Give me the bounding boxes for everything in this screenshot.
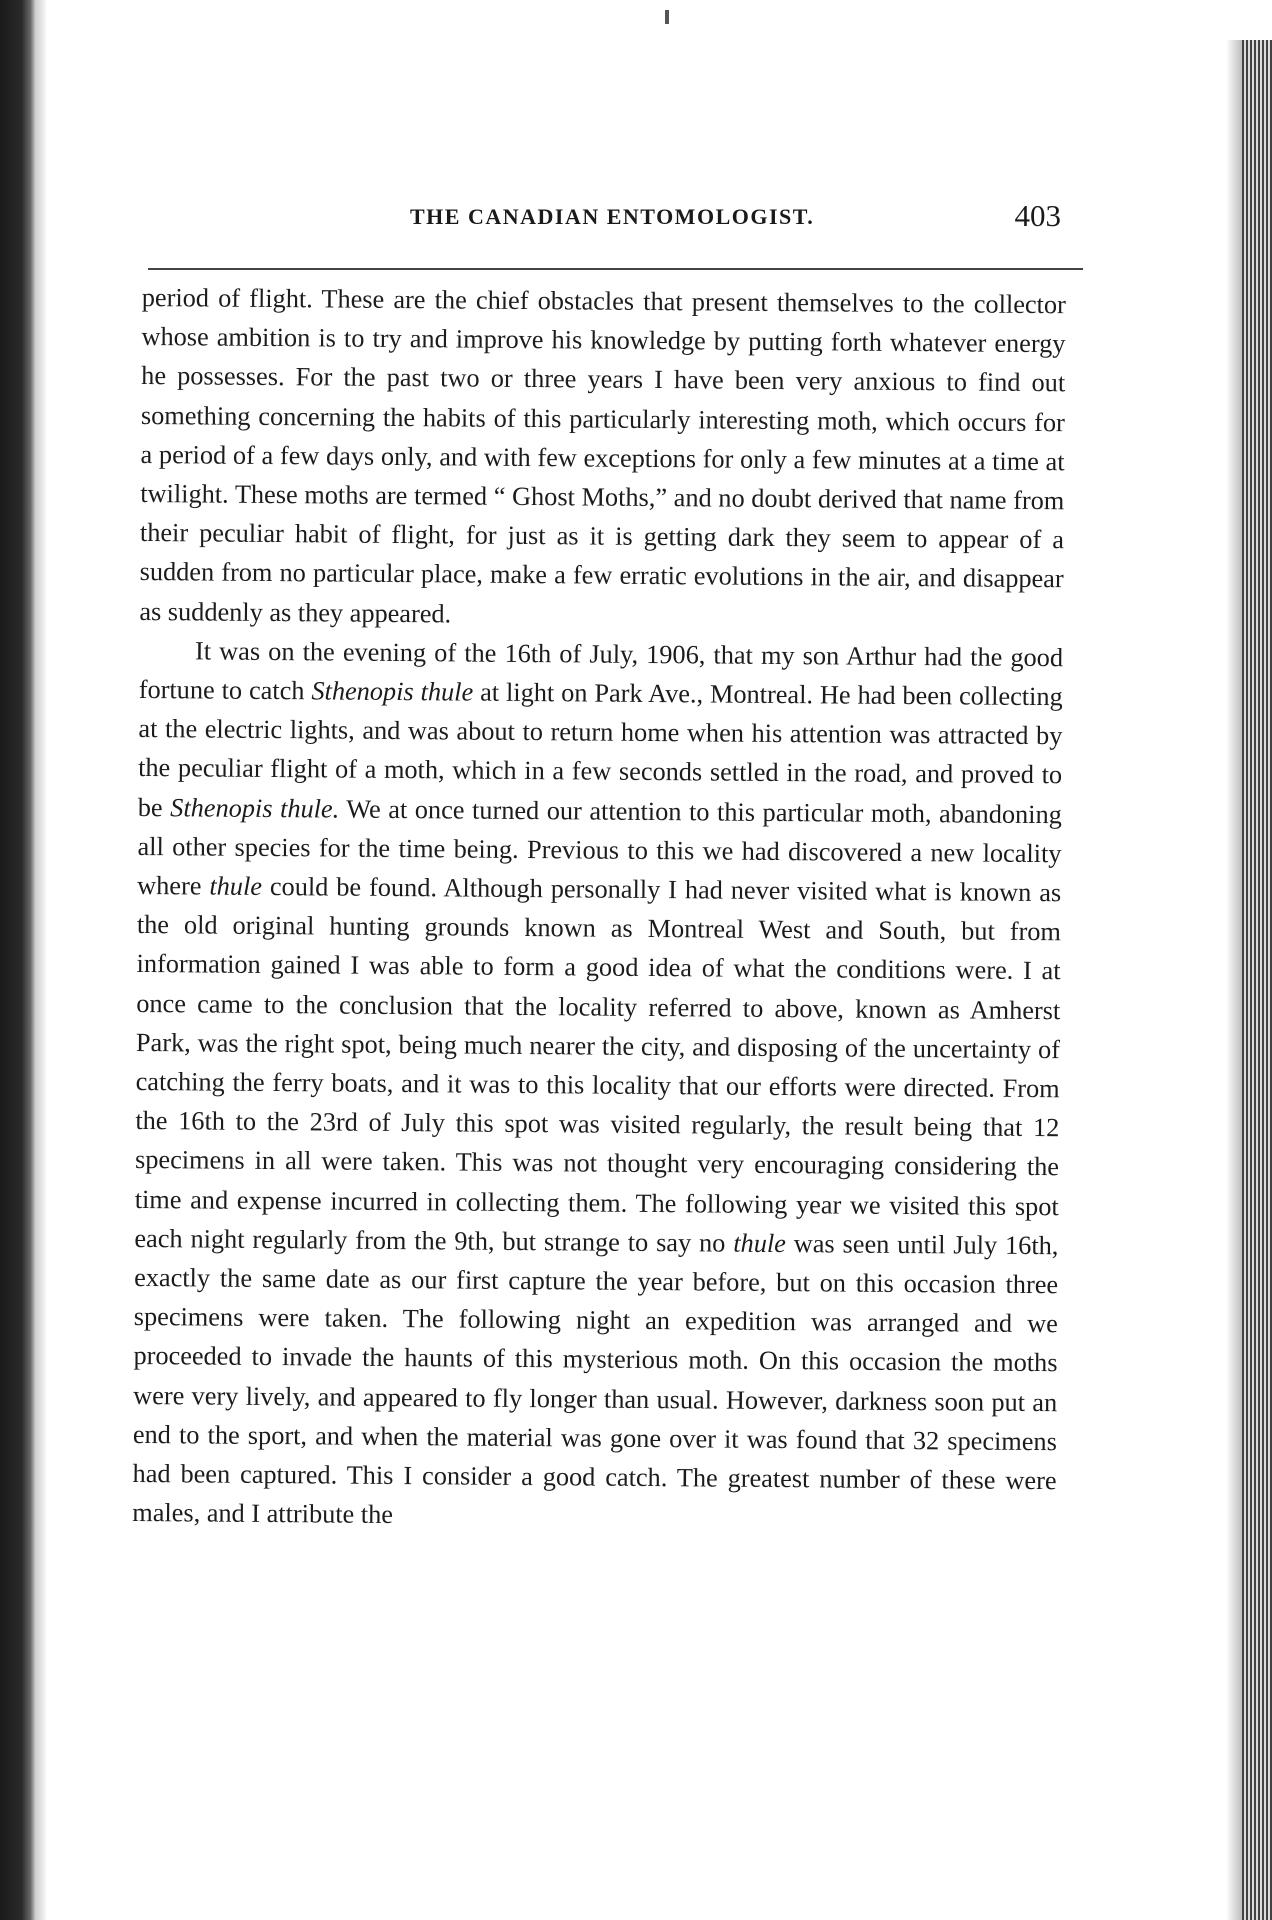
paragraph-1: period of flight. These are the chief obstacles that present themselves to the collector whose ambition is to try and improve his knowledge by putting forth whatever energy he possesses. For the past two or three years I have been very anxious to find out something concerning the habits of this particularly interesting moth, which occurs for a period of a few days only, and with few exceptions for only a few minutes at a time at twilight. These moths are termed “ Ghost Moths,” and no doubt derived that name from their peculiar habit of flight, for just as it is getting dark they seem to appear of a sudden from no particular place, make a few erratic evolutions in the air, and disappear as suddenly as they appeared.	[139, 282, 1066, 629]
page-number: 403	[1014, 198, 1061, 233]
header-rule	[148, 268, 1083, 270]
species-name: thule	[209, 871, 263, 902]
paragraph-2-text-2: at light on Park Ave., Montreal. He had been collecting at the electric lights, and was about to return home when his attention was attracted by the peculiar flight of a moth, which in a few seconds settled in the road, and proved to be	[137, 677, 1063, 822]
paragraph-2-text-1: It was on the evening of the 16th of July, 1906, that my son Arthur had the good fortune to catch	[138, 636, 1064, 706]
page-fore-edge	[1242, 40, 1272, 1920]
running-head	[140, 198, 1075, 240]
paragraph-2	[132, 631, 1063, 1540]
paragraph-2-text-5: was seen until July 16th, exactly the same date as our first capture the year before, but on this occasion three specimens were taken. The following night an expedition was arranged and we proceeded to invade the haunts of this mysterious moth. On this occasion the moths were very lively, and appeared to fly longer than usual. However, darkness soon put an end to the sport, and when the material was gone over it was found that 32 specimens had been captured. This I consider a good catch. The greatest number of these were males, and I attribute the	[132, 1228, 1059, 1530]
scan-speck	[665, 10, 669, 24]
fore-edge-shadow	[1226, 40, 1242, 1920]
body-text	[132, 278, 1066, 1540]
running-title: THE CANADIAN ENTOMOLOGIST.	[410, 204, 815, 229]
species-name: Sthenopis thule	[311, 676, 474, 707]
species-name: Sthenopis thule.	[170, 792, 340, 824]
paragraph-2-text-4: could be found. Although personally I had never visited what is known as the old original hunting grounds known as Montreal West and South, but from information gained I was able to form a good idea of what the conditions were. I at once came to the conclusion that the locality referred to above, known as Amherst Park, was the right spot, being much nearer the city, and disposing of the uncertainty of catching the ferry boats, and it was to this locality that our efforts were directed. From the 16th to the 23rd of July this spot was visited regularly, the result being that 12 specimens in all were taken. This was not thought very encouraging considering the time and expense incurred in collecting them. The following year we visited this spot each night regularly from the 9th, but strange to say no	[134, 872, 1062, 1258]
paragraph-2-text-3: We at once turned our attention to this particular moth, abandoning all other species for the time being. Previous to this we had discovered a new locality where	[137, 794, 1062, 901]
book-binding-edge	[0, 0, 36, 1920]
species-name: thule	[733, 1228, 787, 1258]
binding-shadow	[36, 0, 46, 1920]
